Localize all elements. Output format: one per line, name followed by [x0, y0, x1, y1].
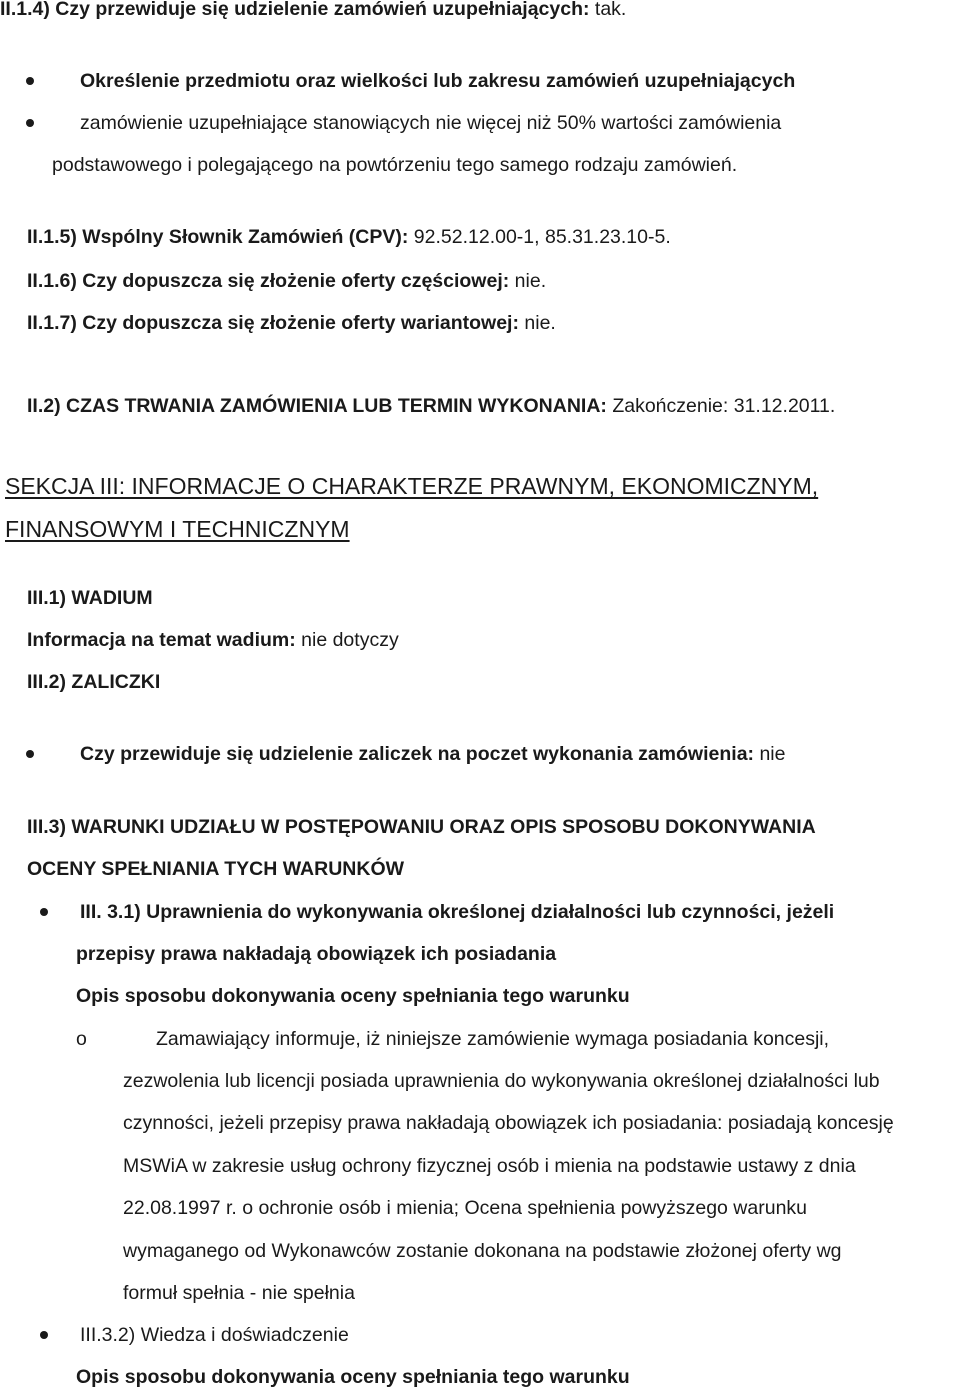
- section-iii-3-1-body-1: Zamawiający informuje, iż niniejsze zamówienie wymaga posiadania koncesji,: [156, 1028, 830, 1050]
- section-iii-3-1-body-5: 22.08.1997 r. o ochronie osób i mienia; Ocena spełnienia powyższego warunku: [123, 1197, 808, 1219]
- bullet-icon: [26, 77, 34, 85]
- section-ii-2-label: II.2) CZAS TRWANIA ZAMÓWIENIA LUB TERMIN WYKONANIA:: [27, 395, 607, 417]
- section-iii-3-1-body-2: zezwolenia lub licencji posiada uprawnienia do wykonywania określonej działalności lub: [123, 1070, 880, 1092]
- section-iii-3-1-opis: Opis sposobu dokonywania oceny spełniania tego warunku: [76, 985, 630, 1007]
- section-ii-1-6-label: II.1.6) Czy dopuszcza się złożenie oferty częściowej:: [27, 270, 510, 292]
- section-ii-1-4-label: II.1.4) Czy przewiduje się udzielenie zamówień uzupełniających:: [0, 0, 590, 20]
- section-ii-1-7-label: II.1.7) Czy dopuszcza się złożenie oferty wariantowej:: [27, 312, 519, 334]
- section-iii-heading-1: SEKCJA III: INFORMACJE O CHARAKTERZE PRAWNYM, EKONOMICZNYM,: [5, 473, 819, 499]
- section-iii-3-1-body-3: czynności, jeżeli przepisy prawa nakładają obowiązek ich posiadania: posiadają koncesję: [123, 1112, 894, 1134]
- section-ii-1-7: [27, 314, 556, 334]
- section-ii-2: [27, 397, 835, 417]
- section-ii-1-5-label: II.1.5) Wspólny Słownik Zamówień (CPV):: [27, 226, 409, 248]
- section-iii-3-2-opis: Opis sposobu dokonywania oceny spełniania tego warunku: [76, 1366, 630, 1388]
- section-ii-1-5: [27, 228, 671, 248]
- section-ii-1-4: [0, 0, 626, 20]
- section-ii-1-6: [27, 272, 546, 292]
- section-iii-3-1-body-4: MSWiA w zakresie usług ochrony fizycznej osób i mienia na podstawie ustawy z dnia: [123, 1155, 856, 1177]
- section-iii-3-title-1: III.3) WARUNKI UDZIAŁU W POSTĘPOWANIU ORAZ OPIS SPOSOBU DOKONYWANIA: [27, 816, 816, 838]
- section-ii-2-value: Zakończenie: 31.12.2011.: [606, 395, 836, 417]
- section-iii-3-1-body-6: wymaganego od Wykonawców zostanie dokonana na podstawie złożonej oferty wg: [123, 1240, 842, 1262]
- wadium-label: Informacja na temat wadium:: [27, 629, 296, 651]
- section-iii-3-1-title-2: przepisy prawa nakładają obowiązek ich posiadania: [76, 943, 557, 965]
- bullet-icon: [26, 119, 34, 127]
- section-iii-3-1-title-1: III. 3.1) Uprawnienia do wykonywania określonej działalności lub czynności, jeżeli: [80, 901, 835, 923]
- bullet-icon: [40, 908, 48, 916]
- section-iii-3-2-title: III.3.2) Wiedza i doświadczenie: [80, 1324, 349, 1346]
- zaliczki-value: nie: [754, 743, 786, 765]
- wadium-value: nie dotyczy: [295, 629, 399, 651]
- section-iii-2-title: III.2) ZALICZKI: [27, 671, 161, 693]
- supplementary-orders-heading: Określenie przedmiotu oraz wielkości lub zakresu zamówień uzupełniających: [80, 70, 796, 92]
- bullet-icon: [26, 750, 34, 758]
- section-iii-1-wadium: [27, 631, 399, 651]
- section-ii-1-7-value: nie.: [518, 312, 556, 334]
- section-iii-heading-2: FINANSOWYM I TECHNICZNYM: [5, 516, 350, 542]
- section-iii-3-1-body-7: formuł spełnia - nie spełnia: [123, 1282, 355, 1304]
- section-ii-1-6-value: nie.: [509, 270, 547, 292]
- section-ii-1-4-value: tak.: [589, 0, 627, 20]
- circle-bullet-icon: o: [76, 1028, 87, 1050]
- section-iii-1-title: III.1) WADIUM: [27, 587, 153, 609]
- bullet-icon: [40, 1331, 48, 1339]
- supplementary-orders-text-2: podstawowego i polegającego na powtórzeniu tego samego rodzaju zamówień.: [52, 154, 738, 176]
- section-iii-2-question: [80, 745, 786, 765]
- section-iii-3-title-2: OCENY SPEŁNIANIA TYCH WARUNKÓW: [27, 858, 405, 880]
- section-ii-1-5-value: 92.52.12.00-1, 85.31.23.10-5.: [408, 226, 671, 248]
- zaliczki-label: Czy przewiduje się udzielenie zaliczek na poczet wykonania zamówienia:: [80, 743, 755, 765]
- supplementary-orders-text-1: zamówienie uzupełniające stanowiących nie więcej niż 50% wartości zamówienia: [80, 112, 782, 134]
